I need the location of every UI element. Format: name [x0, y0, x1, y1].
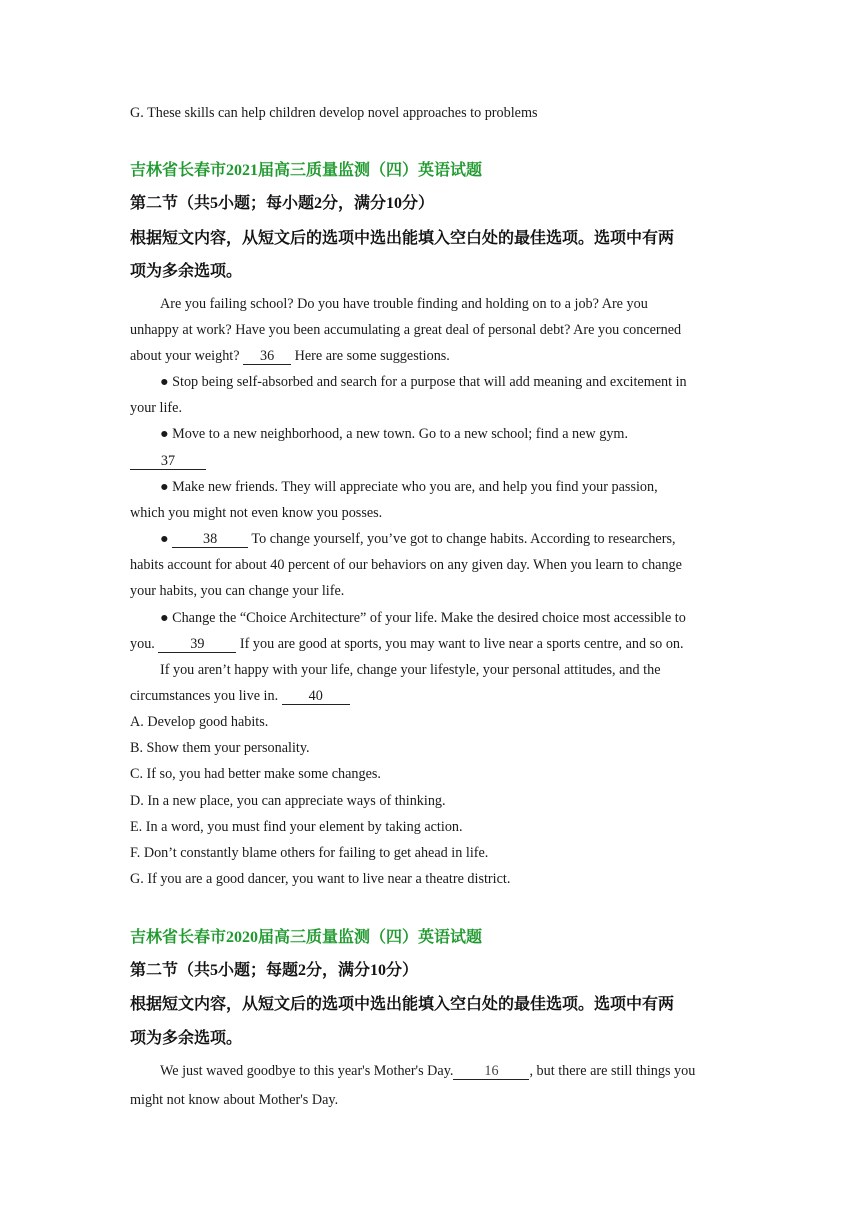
bullet-line: ● Change the “Choice Architecture” of your life. Make the desired choice most accessible to	[160, 610, 686, 626]
section2-instruction-line1: 根据短文内容，从短文后的选项中选出能填入空白处的最佳选项。选项中有两	[130, 996, 675, 1013]
passage-line: habits account for about 40 percent of our behaviors on any given day. When you learn to change	[130, 557, 682, 573]
bullet-marker: ●	[160, 531, 173, 547]
passage-line: If you aren’t happy with your life, change your lifestyle, your personal attitudes, and the	[160, 662, 661, 678]
passage-line: unhappy at work? Have you been accumulating a great deal of personal debt? Are you concerned	[130, 322, 682, 338]
section2-source-title: 吉林省长春市2020届高三质量监测（四）英语试题	[130, 929, 483, 946]
section1-source-title: 吉林省长春市2021届高三质量监测（四）英语试题	[130, 162, 483, 179]
blank-37: 37	[130, 454, 206, 470]
bullet-line: ● Move to a new neighborhood, a new town. Go to a new school; find a new gym.	[160, 426, 628, 442]
option-e: E. In a word, you must find your element by taking action.	[130, 819, 463, 835]
option-c: C. If so, you had better make some changes.	[130, 766, 381, 782]
bullet-line	[160, 530, 676, 548]
blank-39: 39	[158, 637, 236, 653]
section1-instruction-line1: 根据短文内容，从短文后的选项中选出能填入空白处的最佳选项。选项中有两	[130, 230, 675, 247]
blank-40: 40	[282, 689, 350, 705]
option-a: A. Develop good habits.	[130, 714, 269, 730]
bullet-line: ● Stop being self-absorbed and search for a purpose that will add meaning and excitement in	[160, 374, 687, 390]
passage-line	[130, 635, 684, 653]
bullet-line: which you might not even know you posses.	[130, 505, 383, 521]
passage-line	[130, 347, 450, 365]
passage-line: might not know about Mother's Day.	[130, 1092, 339, 1108]
option-f: F. Don’t constantly blame others for failing to get ahead in life.	[130, 845, 489, 861]
option-b: B. Show them your personality.	[130, 740, 310, 756]
passage-text: , but there are still things you	[529, 1063, 696, 1079]
option-g-previous: G. These skills can help children develop novel approaches to problems	[130, 105, 538, 121]
passage-line	[160, 1062, 695, 1080]
option-g: G. If you are a good dancer, you want to live near a theatre district.	[130, 871, 511, 887]
passage-text: about your weight?	[130, 348, 244, 364]
section1-instruction-line2: 项为多余选项。	[130, 263, 243, 280]
passage-line	[130, 687, 350, 705]
section1-part-title: 第二节（共5小题；每小题2分，满分10分）	[130, 195, 435, 212]
passage-text: To change yourself, you’ve got to change habits. According to researchers,	[248, 531, 676, 547]
option-d: D. In a new place, you can appreciate ways of thinking.	[130, 793, 446, 809]
section2-instruction-line2: 项为多余选项。	[130, 1030, 243, 1047]
passage-text: If you are good at sports, you may want to live near a sports centre, and so on.	[236, 636, 684, 652]
blank-16: 16	[453, 1064, 529, 1080]
passage-text: We just waved goodbye to this year's Mother's Day.	[160, 1063, 454, 1079]
blank-38: 38	[172, 532, 248, 548]
passage-text: Here are some suggestions.	[291, 348, 450, 364]
passage-text: circumstances you live in.	[130, 688, 282, 704]
blank-36: 36	[243, 349, 291, 365]
bullet-line: your life.	[130, 400, 183, 416]
passage-line	[130, 452, 206, 470]
passage-line: Are you failing school? Do you have trouble finding and holding on to a job? Are you	[160, 296, 648, 312]
passage-line: your habits, you can change your life.	[130, 583, 345, 599]
bullet-line: ● Make new friends. They will appreciate who you are, and help you find your passion,	[160, 479, 658, 495]
passage-text: you.	[130, 636, 159, 652]
section2-part-title: 第二节（共5小题；每题2分，满分10分）	[130, 962, 419, 979]
